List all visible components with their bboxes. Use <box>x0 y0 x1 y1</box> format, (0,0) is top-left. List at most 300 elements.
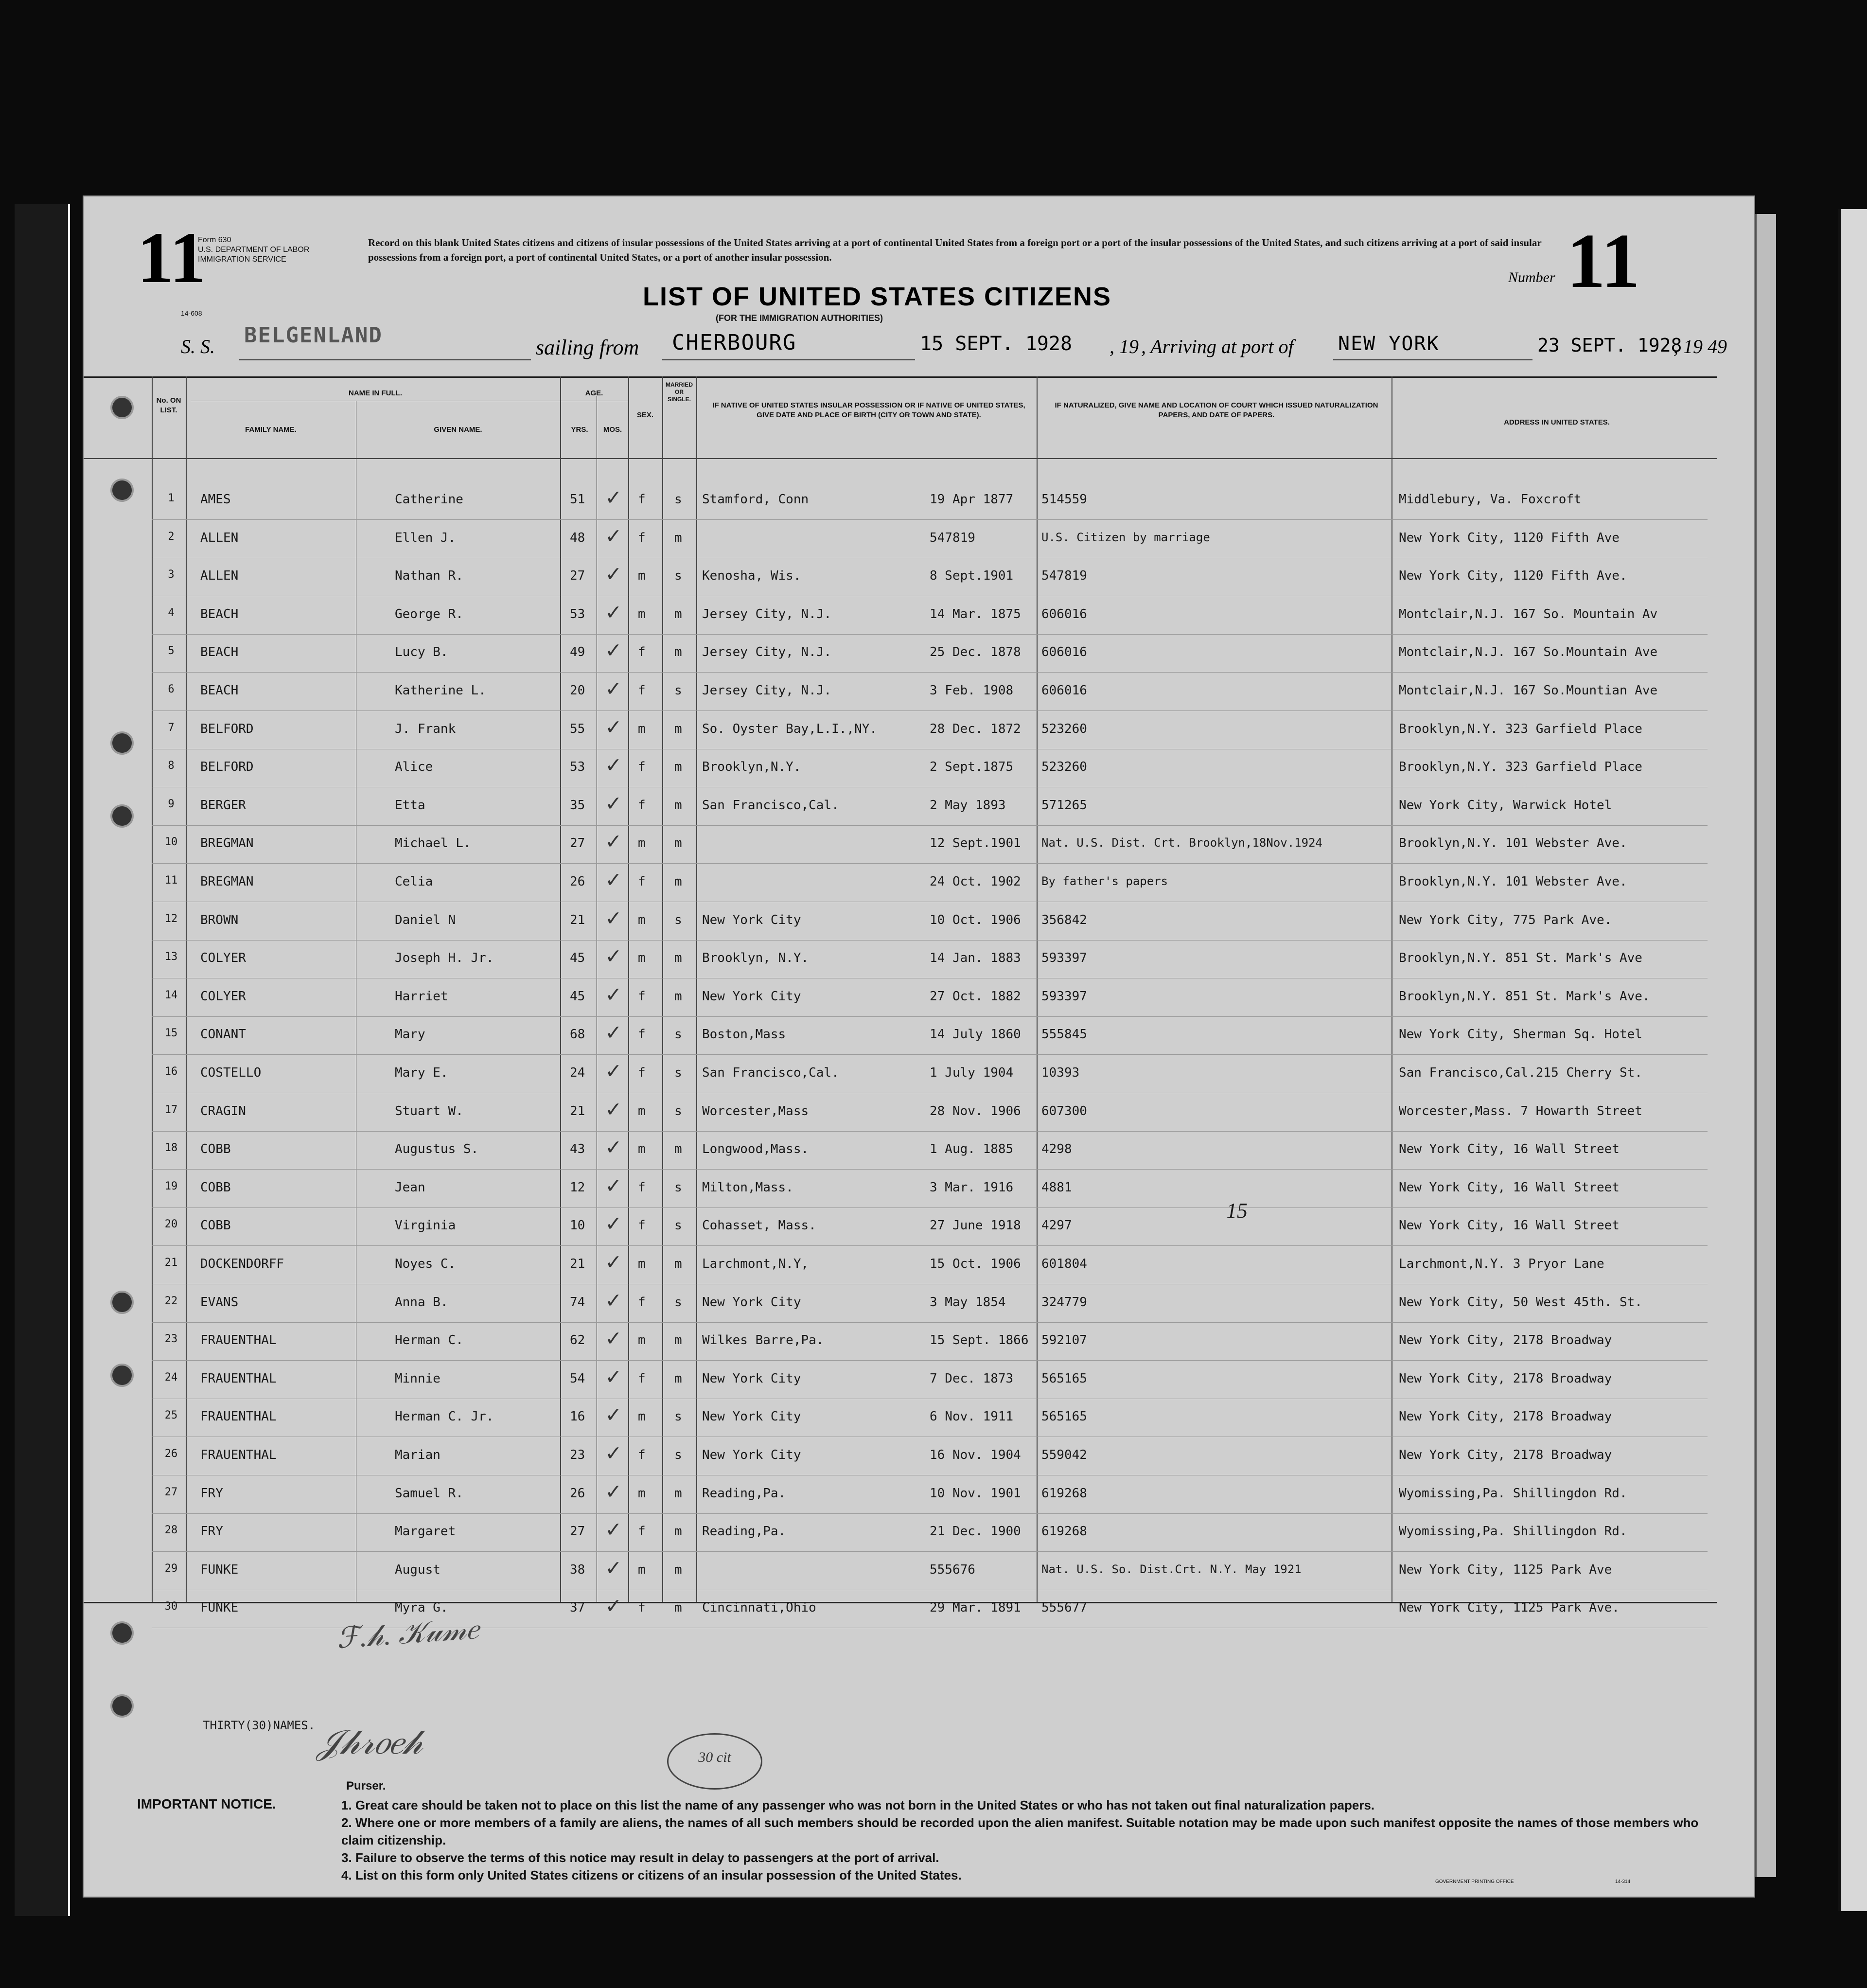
punch-hole <box>110 804 134 828</box>
marital-status: m <box>674 606 682 621</box>
given-name: Michael L. <box>395 836 471 851</box>
sex: m <box>638 1333 646 1348</box>
birth-date: 28 Dec. 1872 <box>930 721 1021 736</box>
marital-status: s <box>674 1295 682 1310</box>
given-name: Myra G. <box>395 1600 448 1615</box>
family-name: FRAUENTHAL <box>200 1333 277 1348</box>
address: Wyomissing,Pa. Shillingdon Rd. <box>1399 1486 1627 1501</box>
sex: f <box>638 798 646 813</box>
address: New York City, Sherman Sq. Hotel <box>1399 1027 1642 1042</box>
check-mark-icon: ✓ <box>606 1477 620 1505</box>
row-number: 4 <box>168 606 175 619</box>
given-name: Minnie <box>395 1371 440 1386</box>
sex: f <box>638 1371 646 1386</box>
birth-place: Brooklyn,N.Y. <box>702 760 801 775</box>
check-mark-icon: ✓ <box>606 1018 620 1046</box>
birth-place: Worcester,Mass <box>702 1103 809 1118</box>
form-identifier: Form 630 U.S. DEPARTMENT OF LABOR IMMIGRATION SERVICE <box>198 236 310 264</box>
naturalization: 4881 <box>1041 1180 1072 1195</box>
check-mark-icon: ✓ <box>606 1286 620 1314</box>
sex: m <box>638 568 646 584</box>
naturalization: 324779 <box>1041 1295 1087 1310</box>
page-curl-edge <box>1755 214 1776 1877</box>
table-row <box>84 1401 1756 1438</box>
given-name: Harriet <box>395 989 448 1004</box>
naturalization: 565165 <box>1041 1409 1087 1424</box>
important-notice-label: IMPORTANT NOTICE. <box>137 1796 276 1811</box>
birth-place: Cohasset, Mass. <box>702 1218 816 1233</box>
birth-date: 8 Sept.1901 <box>930 568 1014 584</box>
row-number: 10 <box>164 836 178 849</box>
age-years: 27 <box>570 836 585 851</box>
birth-place: Longwood,Mass. <box>702 1142 809 1157</box>
family-name: DOCKENDORFF <box>200 1257 284 1271</box>
check-mark-icon: ✓ <box>606 712 620 740</box>
given-name: Augustus S. <box>395 1142 479 1157</box>
check-mark-icon: ✓ <box>606 483 620 511</box>
row-number: 6 <box>168 683 175 695</box>
table-row <box>84 904 1756 942</box>
marital-status: m <box>674 1486 682 1501</box>
check-mark-icon: ✓ <box>606 674 620 702</box>
birth-place: Cincinnati,Ohio <box>702 1600 816 1615</box>
row-number: 22 <box>164 1295 178 1307</box>
header-address: ADDRESS IN UNITED STATES. <box>1504 418 1610 426</box>
check-mark-icon: ✓ <box>606 1553 620 1581</box>
age-years: 20 <box>570 683 585 698</box>
sex: f <box>638 530 646 545</box>
family-name: COBB <box>200 1142 231 1157</box>
marital-status: s <box>674 912 682 927</box>
sex: f <box>638 1448 646 1462</box>
age-years: 54 <box>570 1371 585 1386</box>
address: Larchmont,N.Y. 3 Pryor Lane <box>1399 1257 1604 1271</box>
table-row <box>84 942 1756 980</box>
address: Brooklyn,N.Y. 101 Webster Ave. <box>1399 836 1627 851</box>
table-row <box>84 636 1756 674</box>
age-years: 12 <box>570 1180 585 1195</box>
check-mark-icon: ✓ <box>606 1401 620 1428</box>
gpo-code: 14-314 <box>1615 1879 1631 1884</box>
manifest-sheet <box>83 195 1755 1898</box>
check-mark-icon: ✓ <box>606 1362 620 1390</box>
age-years: 27 <box>570 568 585 584</box>
birth-place: New York City <box>702 989 801 1004</box>
family-name: COBB <box>200 1218 231 1233</box>
naturalization: 356842 <box>1041 912 1087 927</box>
arrival-port: NEW YORK <box>1338 333 1440 355</box>
naturalization: 10393 <box>1041 1065 1080 1080</box>
address: Worcester,Mass. 7 Howarth Street <box>1399 1103 1642 1118</box>
birth-date: 555676 <box>930 1562 975 1577</box>
birth-date: 1 Aug. 1885 <box>930 1142 1014 1157</box>
check-mark-icon: ✓ <box>606 1324 620 1352</box>
marital-status: m <box>674 1371 682 1386</box>
sex: m <box>638 1142 646 1157</box>
check-mark-icon: ✓ <box>606 827 620 855</box>
marital-status: s <box>674 1065 682 1080</box>
departure-date: 15 SEPT. 1928 <box>920 333 1073 355</box>
margin-note: 15 <box>1226 1199 1248 1223</box>
check-mark-icon: ✓ <box>606 1592 620 1619</box>
marital-status: m <box>674 1600 682 1615</box>
arrival-date: 23 SEPT. 1928 <box>1537 335 1682 356</box>
table-row <box>84 866 1756 904</box>
birth-date: 24 Oct. 1902 <box>930 874 1021 889</box>
family-name: BEACH <box>200 606 239 621</box>
table-row <box>84 483 1756 521</box>
handwritten-initials: 𝒥𝒽𝓇𝑜𝑒𝒽 <box>317 1724 423 1761</box>
address: Montclair,N.J. 167 So.Mountain Ave <box>1399 645 1658 660</box>
sex: m <box>638 1257 646 1271</box>
table-row <box>84 827 1756 865</box>
address: New York City, 16 Wall Street <box>1399 1142 1620 1157</box>
address: New York City, 1125 Park Ave. <box>1399 1600 1620 1615</box>
check-mark-icon: ✓ <box>606 751 620 779</box>
marital-status: m <box>674 1142 682 1157</box>
address: San Francisco,Cal.215 Cherry St. <box>1399 1065 1642 1080</box>
marital-status: s <box>674 1448 682 1462</box>
naturalization: Nat. U.S. So. Dist.Crt. N.Y. May 1921 <box>1041 1562 1302 1576</box>
age-years: 53 <box>570 760 585 775</box>
naturalization: 607300 <box>1041 1103 1087 1118</box>
row-number: 18 <box>164 1142 178 1154</box>
family-name: BREGMAN <box>200 874 254 889</box>
sailing-label: sailing from <box>536 336 639 359</box>
film-frame-left <box>15 204 70 1916</box>
family-name: ALLEN <box>200 568 239 584</box>
row-number: 30 <box>164 1600 178 1613</box>
row-number: 5 <box>168 645 175 657</box>
family-name: COLYER <box>200 989 246 1004</box>
birth-place: Kenosha, Wis. <box>702 568 801 584</box>
birth-date: 3 May 1854 <box>930 1295 1006 1310</box>
age-years: 45 <box>570 989 585 1004</box>
check-mark-icon: ✓ <box>606 789 620 816</box>
birth-place: Boston,Mass <box>702 1027 786 1042</box>
age-years: 74 <box>570 1295 585 1310</box>
given-name: Marian <box>395 1448 440 1462</box>
birth-place: San Francisco,Cal. <box>702 1065 839 1080</box>
naturalization: 606016 <box>1041 645 1087 660</box>
naturalization: Nat. U.S. Dist. Crt. Brooklyn,18Nov.1924 <box>1041 836 1322 850</box>
family-name: AMES <box>200 492 231 507</box>
given-name: Alice <box>395 760 433 775</box>
check-mark-icon: ✓ <box>606 1057 620 1084</box>
naturalization: 571265 <box>1041 798 1087 813</box>
purser-label: Purser. <box>346 1779 386 1793</box>
sex: m <box>638 836 646 851</box>
birth-date: 6 Nov. 1911 <box>930 1409 1014 1424</box>
family-name: BROWN <box>200 912 239 927</box>
birth-date: 12 Sept.1901 <box>930 836 1021 851</box>
table-row <box>84 1554 1756 1592</box>
age-years: 26 <box>570 1486 585 1501</box>
table-row <box>84 1592 1756 1630</box>
marital-status: s <box>674 1409 682 1424</box>
sex: m <box>638 721 646 736</box>
marital-status: m <box>674 530 682 545</box>
address: Brooklyn,N.Y. 323 Garfield Place <box>1399 721 1642 736</box>
ss-label: S. S. <box>181 336 215 357</box>
header-no: No. ON LIST. <box>156 396 181 414</box>
given-name: Samuel R. <box>395 1486 463 1501</box>
birth-date: 15 Sept. 1866 <box>930 1333 1029 1348</box>
birth-date: 29 Mar. 1891 <box>930 1600 1021 1615</box>
naturalization: 555845 <box>1041 1027 1087 1042</box>
naturalization: 592107 <box>1041 1333 1087 1348</box>
sex: m <box>638 1409 646 1424</box>
naturalization: 601804 <box>1041 1257 1087 1271</box>
family-name: CONANT <box>200 1027 246 1042</box>
year-label-a: , 19 <box>1110 336 1139 357</box>
birth-date: 16 Nov. 1904 <box>930 1448 1021 1462</box>
header-family: FAMILY NAME. <box>245 426 297 434</box>
naturalization: 593397 <box>1041 989 1087 1004</box>
important-notice-list: 1. Great care should be taken not to place on this list the name of any passenger who was not born in the United States or who has not taken out final naturalization papers. 2. Where one or more members of a family are aliens, the names of all such members should be recorded upon the alien manifest. Suitable notation may be made upon such manifest opposite the names of those members who claim citizenship. 3. Failure to observe the terms of this notice may result in delay to passengers at the port of arrival. 4. List on this form only United States citizens or citizens of an insular possession of the United States. <box>341 1798 1699 1882</box>
list-number-left: 11 <box>137 217 206 298</box>
age-years: 68 <box>570 1027 585 1042</box>
marital-status: m <box>674 951 682 966</box>
table-row <box>84 713 1756 751</box>
age-years: 26 <box>570 874 585 889</box>
given-name: Margaret <box>395 1524 456 1539</box>
arriving-label: , Arriving at port of <box>1141 336 1294 357</box>
age-years: 37 <box>570 1600 585 1615</box>
table-row <box>84 789 1756 827</box>
sex: m <box>638 606 646 621</box>
age-years: 21 <box>570 912 585 927</box>
given-name: Mary E. <box>395 1065 448 1080</box>
birth-place: Milton,Mass. <box>702 1180 793 1195</box>
address: New York City, 50 West 45th. St. <box>1399 1295 1642 1310</box>
address: New York City, Warwick Hotel <box>1399 798 1612 813</box>
marital-status: m <box>674 1333 682 1348</box>
table-row <box>84 1172 1756 1209</box>
age-years: 16 <box>570 1409 585 1424</box>
birth-place: Jersey City, N.J. <box>702 645 832 660</box>
address: New York City, 1125 Park Ave <box>1399 1562 1612 1577</box>
row-number: 9 <box>168 798 175 810</box>
family-name: CRAGIN <box>200 1103 246 1118</box>
marital-status: m <box>674 645 682 660</box>
check-mark-icon: ✓ <box>606 1209 620 1237</box>
family-name: EVANS <box>200 1295 239 1310</box>
header-name: NAME IN FULL. <box>349 389 402 397</box>
address: New York City, 2178 Broadway <box>1399 1333 1612 1348</box>
sex: f <box>638 1180 646 1195</box>
naturalization: 4298 <box>1041 1142 1072 1157</box>
marital-status: m <box>674 721 682 736</box>
naturalization: 514559 <box>1041 492 1087 507</box>
table-row <box>84 1439 1756 1477</box>
given-name: Etta <box>395 798 425 813</box>
check-mark-icon: ✓ <box>606 1248 620 1275</box>
age-years: 21 <box>570 1257 585 1271</box>
check-mark-icon: ✓ <box>606 560 620 587</box>
ship-name: BELGENLAND <box>244 323 383 348</box>
row-number: 13 <box>164 951 178 963</box>
row-number: 29 <box>164 1562 178 1575</box>
given-name: George R. <box>395 606 463 621</box>
sex: f <box>638 1295 646 1310</box>
check-mark-icon: ✓ <box>606 598 620 625</box>
address: Brooklyn,N.Y. 851 St. Mark's Ave. <box>1399 989 1650 1004</box>
marital-status: m <box>674 1562 682 1577</box>
naturalization: 565165 <box>1041 1371 1087 1386</box>
punch-hole <box>110 1364 134 1387</box>
marital-status: s <box>674 683 682 698</box>
birth-date: 7 Dec. 1873 <box>930 1371 1014 1386</box>
table-row <box>84 598 1756 636</box>
punch-hole <box>110 1291 134 1314</box>
marital-status: s <box>674 492 682 507</box>
table-row <box>84 1477 1756 1515</box>
given-name: Celia <box>395 874 433 889</box>
marital-status: s <box>674 1218 682 1233</box>
naturalization: By father's papers <box>1041 874 1168 888</box>
given-name: Anna B. <box>395 1295 448 1310</box>
header-sex: SEX. <box>636 411 654 419</box>
birth-date: 27 Oct. 1882 <box>930 989 1021 1004</box>
given-name: Herman C. <box>395 1333 463 1348</box>
table-row <box>84 1363 1756 1401</box>
naturalization: 619268 <box>1041 1486 1087 1501</box>
family-name: FRAUENTHAL <box>200 1409 277 1424</box>
given-name: August <box>395 1562 440 1577</box>
table-row <box>84 522 1756 560</box>
check-mark-icon: ✓ <box>606 1171 620 1199</box>
birth-date: 15 Oct. 1906 <box>930 1257 1021 1271</box>
marital-status: m <box>674 836 682 851</box>
given-name: Lucy B. <box>395 645 448 660</box>
table-row <box>84 1286 1756 1324</box>
header-yrs: YRS. <box>571 426 588 434</box>
age-years: 51 <box>570 492 585 507</box>
row-number: 20 <box>164 1218 178 1231</box>
given-name: Joseph H. Jr. <box>395 951 494 966</box>
address: New York City, 775 Park Ave. <box>1399 912 1612 927</box>
sex: m <box>638 1486 646 1501</box>
table-row <box>84 1209 1756 1247</box>
birth-date: 1 July 1904 <box>930 1065 1014 1080</box>
punch-hole <box>110 731 134 755</box>
family-name: FRY <box>200 1486 223 1501</box>
row-number: 2 <box>168 530 175 543</box>
sex: f <box>638 874 646 889</box>
table-row <box>84 560 1756 598</box>
table-row <box>84 674 1756 712</box>
address: Brooklyn,N.Y. 851 St. Mark's Ave <box>1399 951 1642 966</box>
age-years: 48 <box>570 530 585 545</box>
header-mos: MOS. <box>603 426 622 434</box>
check-mark-icon: ✓ <box>606 866 620 893</box>
birth-place: Larchmont,N.Y, <box>702 1257 809 1271</box>
address: New York City, 16 Wall Street <box>1399 1218 1620 1233</box>
birth-date: 14 Mar. 1875 <box>930 606 1021 621</box>
sex: m <box>638 912 646 927</box>
marital-status: m <box>674 874 682 889</box>
address: New York City, 2178 Broadway <box>1399 1371 1612 1386</box>
marital-status: m <box>674 760 682 775</box>
family-name: FUNKE <box>200 1562 239 1577</box>
marital-status: s <box>674 1180 682 1195</box>
birth-place: Stamford, Conn <box>702 492 809 507</box>
given-name: Ellen J. <box>395 530 456 545</box>
family-name: BEACH <box>200 683 239 698</box>
birth-place: New York City <box>702 1409 801 1424</box>
birth-place: Reading,Pa. <box>702 1524 786 1539</box>
age-years: 49 <box>570 645 585 660</box>
table-row <box>84 751 1756 789</box>
given-name: Noyes C. <box>395 1257 456 1271</box>
punch-hole <box>110 1621 134 1645</box>
row-number: 26 <box>164 1448 178 1460</box>
row-number: 12 <box>164 912 178 925</box>
birth-place: San Francisco,Cal. <box>702 798 839 813</box>
age-years: 62 <box>570 1333 585 1348</box>
table-row <box>84 1248 1756 1286</box>
birth-place: Wilkes Barre,Pa. <box>702 1333 824 1348</box>
table-row <box>84 1018 1756 1056</box>
row-number: 3 <box>168 568 175 581</box>
birth-date: 14 July 1860 <box>930 1027 1021 1042</box>
birth-date: 21 Dec. 1900 <box>930 1524 1021 1539</box>
list-number-right: 11 <box>1567 217 1640 304</box>
address: New York City, 1120 Fifth Ave <box>1399 530 1620 545</box>
marital-status: s <box>674 568 682 584</box>
row-number: 14 <box>164 989 178 1001</box>
birth-place: Jersey City, N.J. <box>702 683 832 698</box>
row-number: 21 <box>164 1257 178 1269</box>
sex: f <box>638 683 646 698</box>
number-label: Number <box>1508 269 1555 285</box>
naturalization: U.S. Citizen by marriage <box>1041 530 1210 544</box>
family-name: FRAUENTHAL <box>200 1371 277 1386</box>
given-name: Nathan R. <box>395 568 463 584</box>
naturalization: 523260 <box>1041 760 1087 775</box>
marital-status: m <box>674 989 682 1004</box>
age-years: 10 <box>570 1218 585 1233</box>
birth-date: 10 Nov. 1901 <box>930 1486 1021 1501</box>
form-code: 14-608 <box>181 309 202 317</box>
birth-place: Jersey City, N.J. <box>702 606 832 621</box>
given-name: Herman C. Jr. <box>395 1409 494 1424</box>
family-name: BELFORD <box>200 760 254 775</box>
family-name: FRAUENTHAL <box>200 1448 277 1462</box>
sex: f <box>638 1065 646 1080</box>
address: New York City, 1120 Fifth Ave. <box>1399 568 1627 584</box>
check-mark-icon: ✓ <box>606 1133 620 1161</box>
punch-hole <box>110 479 134 502</box>
naturalization: 547819 <box>1041 568 1087 584</box>
sex: f <box>638 492 646 507</box>
family-name: COLYER <box>200 951 246 966</box>
sex: f <box>638 1600 646 1615</box>
check-mark-icon: ✓ <box>606 942 620 970</box>
age-years: 21 <box>570 1103 585 1118</box>
marital-status: m <box>674 1524 682 1539</box>
table-row <box>84 1095 1756 1133</box>
family-name: COSTELLO <box>200 1065 262 1080</box>
naturalization: 559042 <box>1041 1448 1087 1462</box>
sex: f <box>638 989 646 1004</box>
marital-status: m <box>674 1257 682 1271</box>
row-number: 24 <box>164 1371 178 1384</box>
naturalization: 619268 <box>1041 1524 1087 1539</box>
birth-date: 19 Apr 1877 <box>930 492 1014 507</box>
top-instructions: Record on this blank United States citizens and citizens of insular possessions of the United States arriving at a port of continental United States from a foreign port or a port of the insular possessions of the United States, and such citizens arriving at a port of said insular possessions from a foreign port, a port of continental United States, or a port of another insular possession. <box>368 237 1542 263</box>
